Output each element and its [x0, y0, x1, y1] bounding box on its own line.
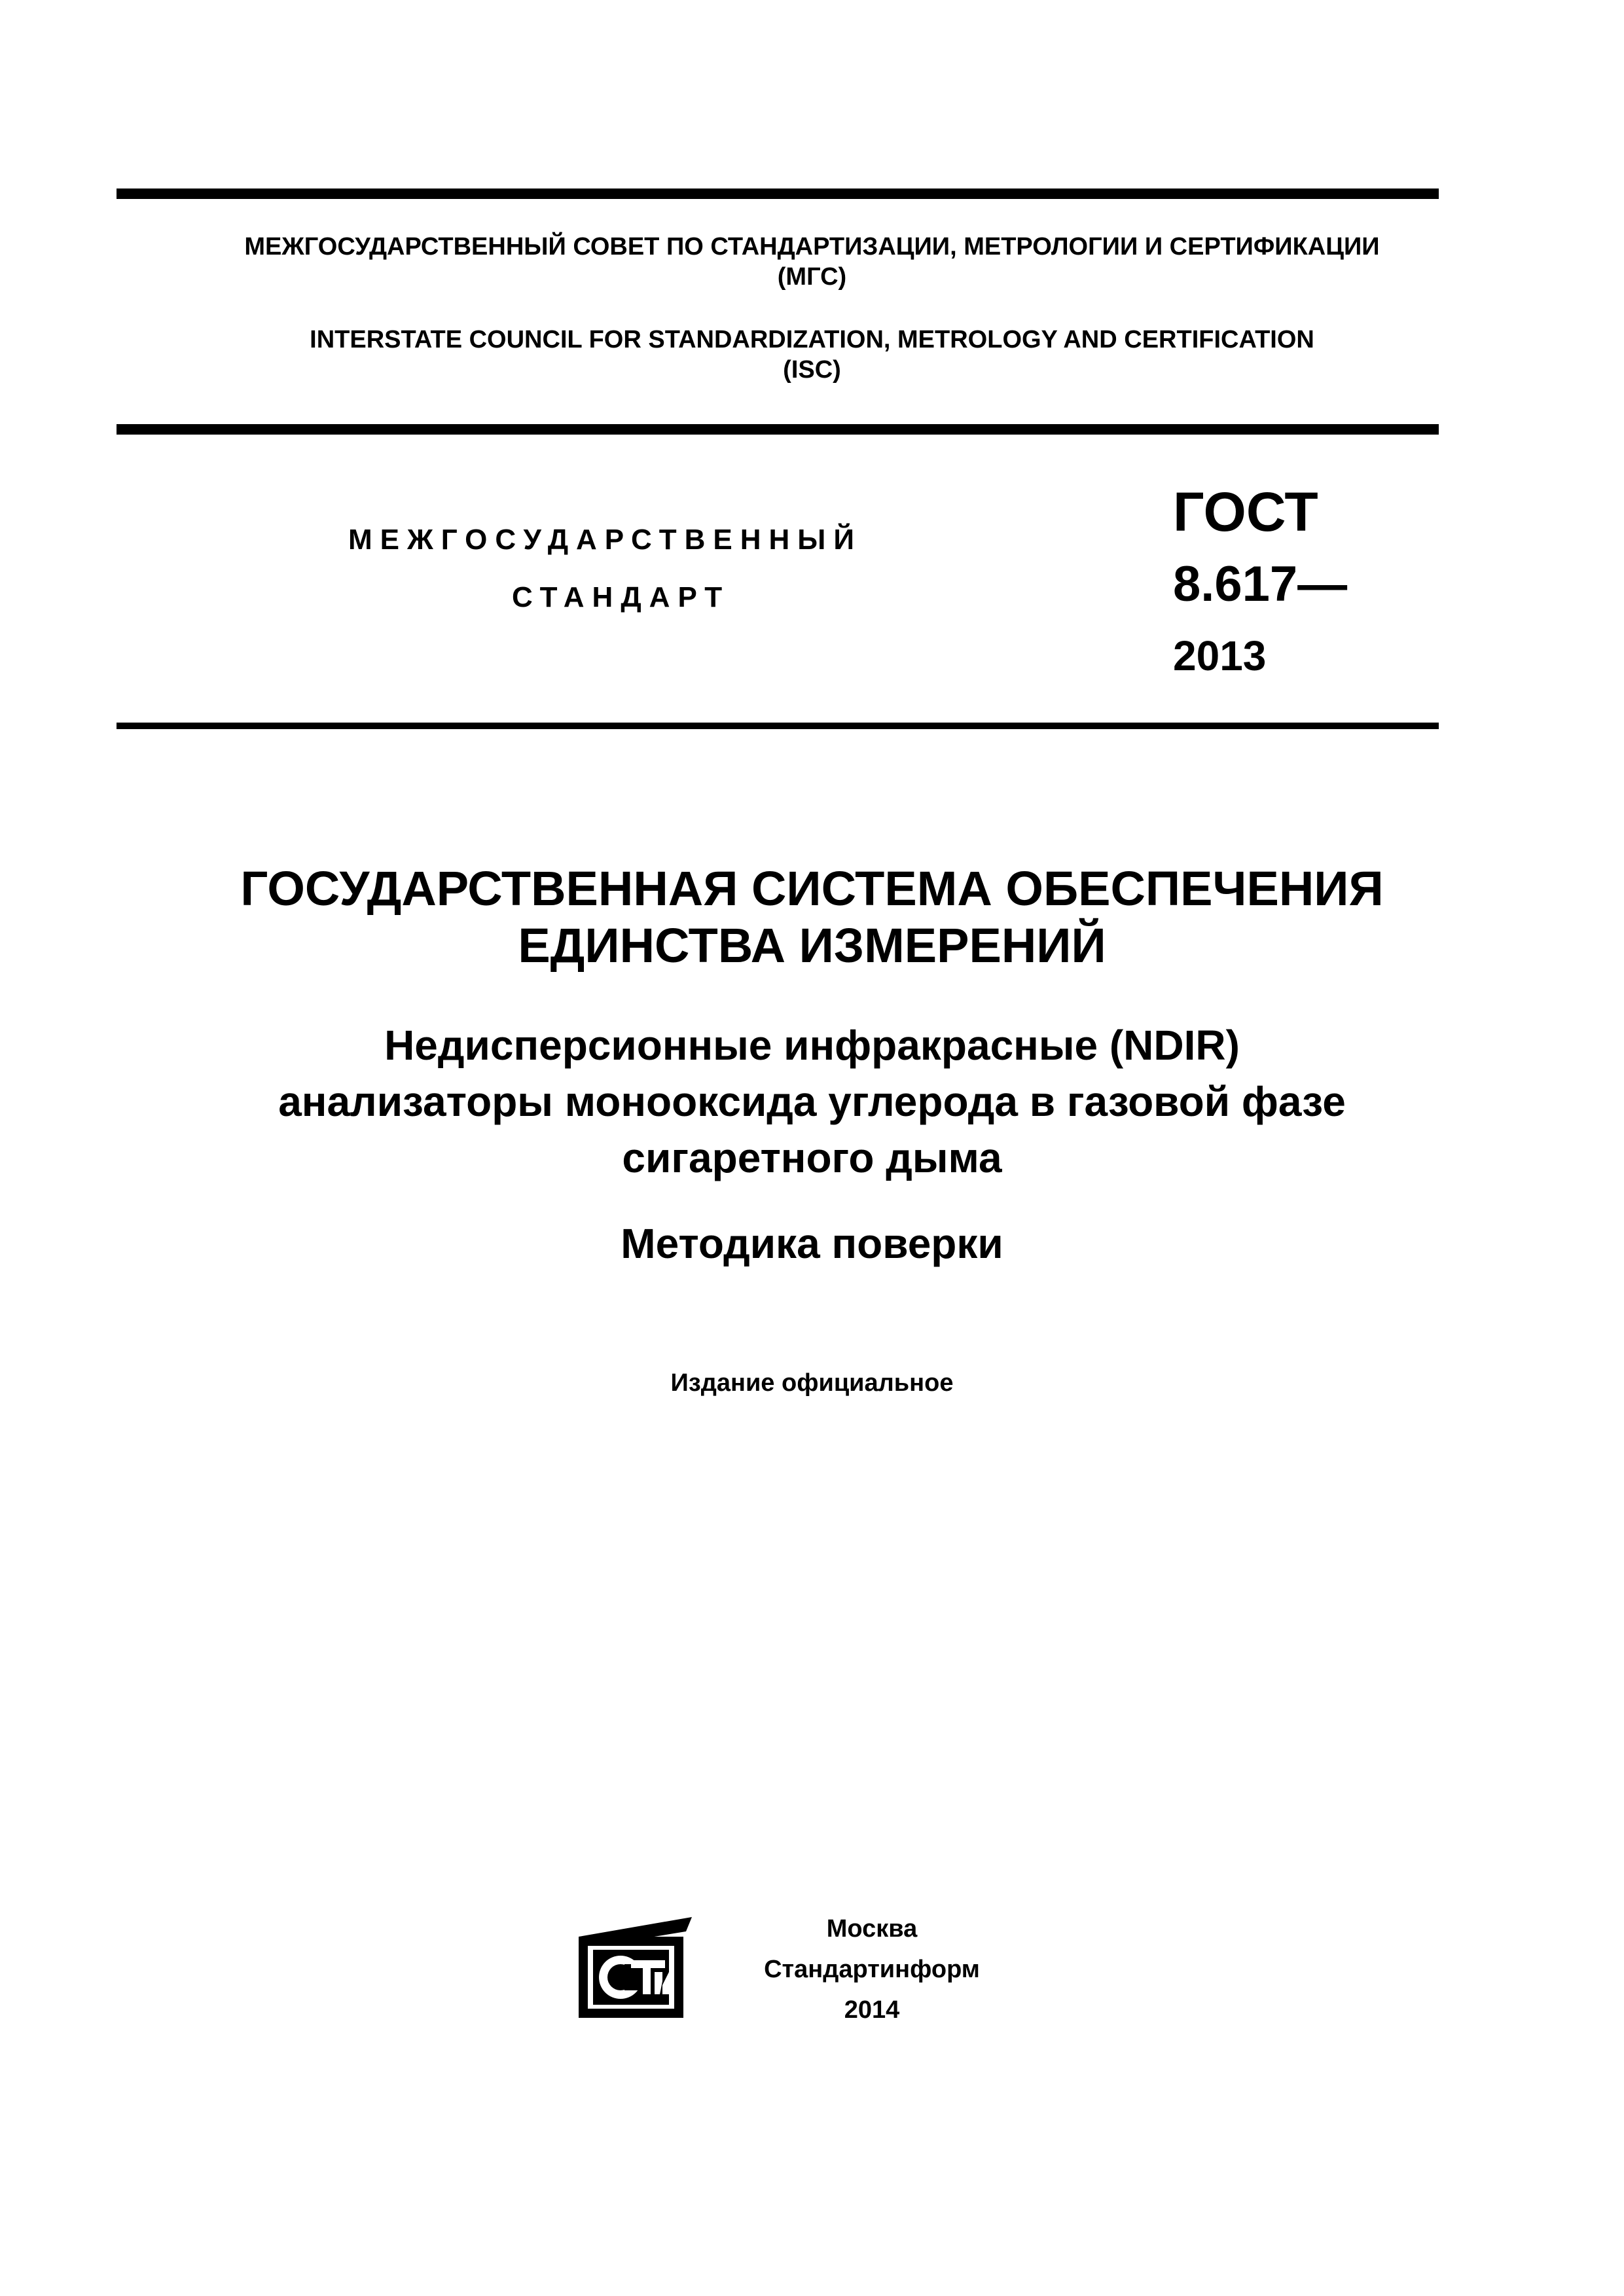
- title-line1: ГОСУДАРСТВЕННАЯ СИСТЕМА ОБЕСПЕЧЕНИЯ: [240, 861, 1384, 916]
- publisher-logo: [571, 1908, 705, 2026]
- title-line2: ЕДИНСТВА ИЗМЕРЕНИЙ: [518, 918, 1106, 973]
- standard-kind-line2: СТАНДАРТ: [512, 581, 731, 613]
- council-abbr-ru: (МГС): [777, 263, 847, 291]
- council-name-ru: МЕЖГОСУДАРСТВЕННЫЙ СОВЕТ ПО СТАНДАРТИЗАЦИИ, МЕТРОЛОГИИ И СЕРТИФИКАЦИИ: [244, 233, 1380, 260]
- publisher-name: Стандартинформ: [764, 1956, 980, 1983]
- edition-note: Издание официальное: [670, 1369, 954, 1397]
- council-name-en: INTERSTATE COUNCIL FOR STANDARDIZATION, METROLOGY AND CERTIFICATION: [310, 326, 1314, 353]
- council-abbr-en: (ISC): [783, 356, 841, 384]
- header-rule: [117, 424, 1439, 435]
- gost-label: ГОСТ: [1173, 481, 1318, 543]
- subtitle-line3: сигаретного дыма: [622, 1134, 1002, 1181]
- subtitle-line1: Недисперсионные инфракрасные (NDIR): [384, 1022, 1240, 1069]
- method-title: Методика поверки: [621, 1220, 1003, 1267]
- publisher-year: 2014: [844, 1996, 900, 2024]
- standard-kind-line1: МЕЖГОСУДАРСТВЕННЫЙ: [348, 524, 862, 556]
- gost-year: 2013: [1173, 632, 1267, 679]
- designation-rule: [117, 723, 1439, 729]
- publisher-city: Москва: [826, 1915, 918, 1943]
- subtitle-line2: анализаторы монооксида углерода в газовой фазе: [278, 1078, 1346, 1125]
- top-rule: [117, 188, 1439, 199]
- publisher-info: [728, 1909, 1016, 2030]
- gost-number: 8.617—: [1173, 556, 1348, 612]
- publisher-logo-icon: [571, 1908, 705, 2026]
